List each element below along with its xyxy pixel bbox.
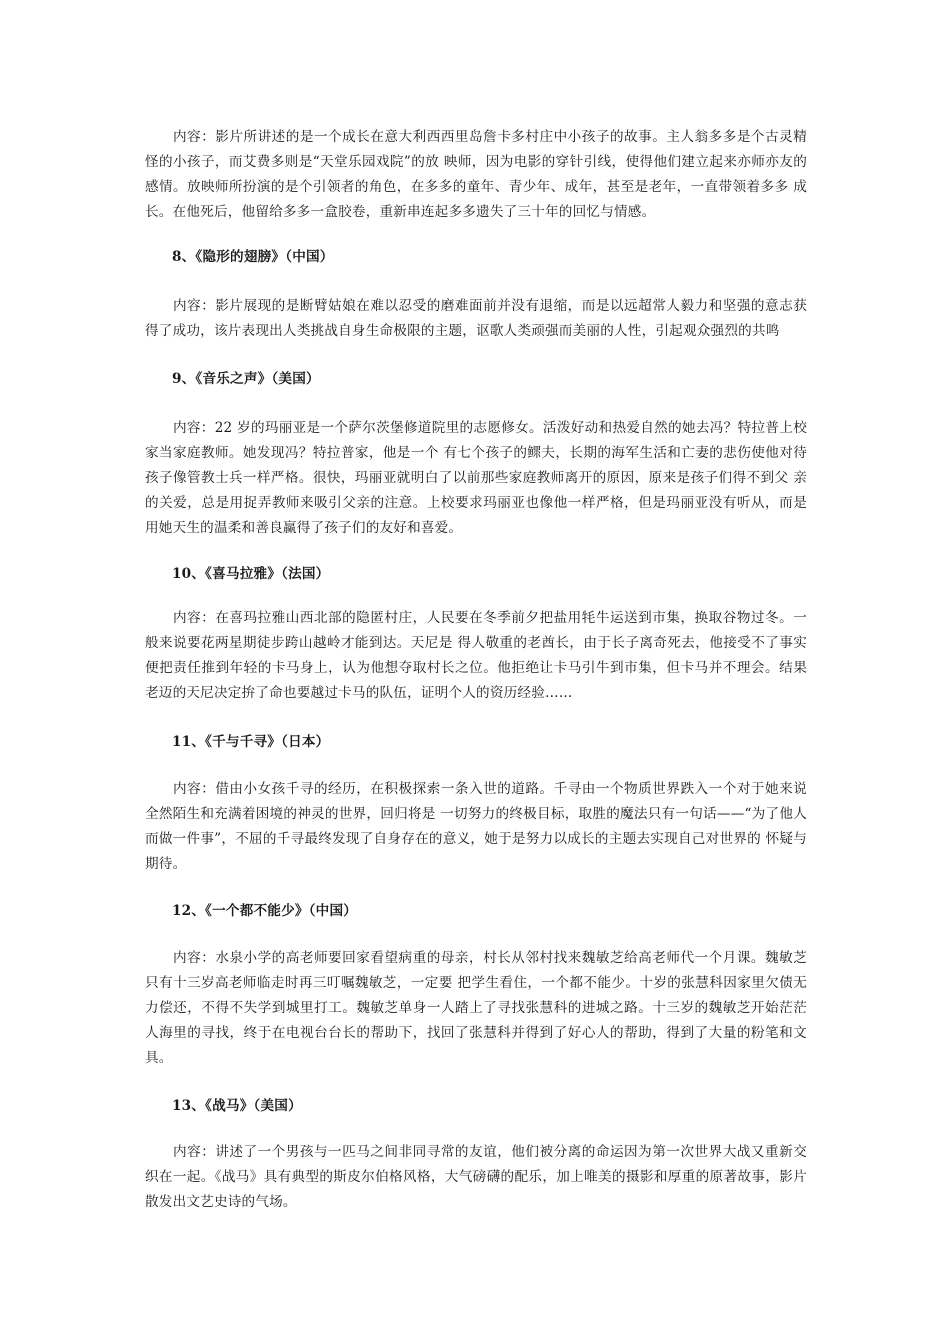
heading-spirited-away: 11、《千与千寻》（日本） bbox=[172, 734, 330, 750]
heading-sound-of-music: 9、《音乐之声》（美国） bbox=[172, 371, 320, 387]
heading-war-horse: 13、《战马》（美国） bbox=[172, 1098, 302, 1114]
paragraph-invisible-wings: 内容：影片展现的是断臂姑娘在难以忍受的磨难面前并没有退缩，而是以远超常人毅力和坚强的意志获得了成功，该片表现出人类挑战自身生命极限的主题，讴歌人类顽强而美丽的人性，引起观众强烈的共鸣 bbox=[145, 298, 807, 339]
paragraph-war-horse: 内容：讲述了一个男孩与一匹马之间非同寻常的友谊，他们被分离的命运因为第一次世界大战又重新交织在一起。《战马》具有典型的斯皮尔伯格风格，大气磅礴的配乐，加上唯美的摄影和厚重的原著故事，影片散发出文艺史诗的气场。 bbox=[145, 1144, 807, 1210]
paragraph-sound-of-music: 内容：22 岁的玛丽亚是一个萨尔茨堡修道院里的志愿修女。活泼好动和热爱自然的她去冯？特拉普上校家当家庭教师。她发现冯？特拉普家，他是一个 有七个孩子的鳏夫，长期的海军生活和亡妻的悲伤使他对待孩子像管教士兵一样严格。很快，玛丽亚就明白了以前那些家庭教师离开的原因，原来是孩子们得不到父 亲的关爱，总是用捉弄教师来吸引父亲的注意。上校要求玛丽亚也像他一样严格，但是玛丽亚没有听从，而是用她天生的温柔和善良赢得了孩子们的友好和喜爱。 bbox=[145, 420, 807, 536]
paragraph-spirited-away: 内容：借由小女孩千寻的经历，在积极探索一条入世的道路。千寻由一个物质世界跌入一个对于她来说全然陌生和充满着困境的神灵的世界，回归将是 一切努力的终极目标，取胜的魔法只有一句话——“为了他人而做一件事”，不屈的千寻最终发现了自身存在的意义，她于是努力以成长的主题去实现自己对世界的 怀疑与期待。 bbox=[145, 781, 807, 872]
heading-not-one-less: 12、《一个都不能少》（中国） bbox=[172, 903, 358, 919]
paragraph-not-one-less: 内容：水泉小学的高老师要回家看望病重的母亲，村长从邻村找来魏敏芝给高老师代一个月课。魏敏芝只有十三岁高老师临走时再三叮嘱魏敏芝，一定要 把学生看住，一个都不能少。十岁的张慧科因家里欠债无力偿还，不得不失学到城里打工。魏敏芝单身一人踏上了寻找张慧科的进城之路。十三岁的魏敏芝开始茫茫 人海里的寻找，终于在电视台台长的帮助下，找回了张慧科并得到了好心人的帮助，得到了大量的粉笔和文具。 bbox=[145, 950, 807, 1066]
paragraph-cinema-paradiso: 内容：影片所讲述的是一个成长在意大利西西里岛詹卡多村庄中小孩子的故事。主人翁多多是个古灵精怪的小孩子，而艾费多则是“天堂乐园戏院”的放 映师，因为电影的穿针引线，使得他们建立起来亦师亦友的感情。放映师所扮演的是个引领者的角色，在多多的童年、青少年、成年，甚至是老年，一直带领着多多 成长。在他死后，他留给多多一盒胶卷，重新串连起多多遗失了三十年的回忆与情感。 bbox=[145, 129, 807, 220]
paragraph-himalaya: 内容：在喜玛拉雅山西北部的隐匿村庄，人民要在冬季前夕把盐用牦牛运送到市集，换取谷物过冬。一般来说要花两星期徒步跨山越岭才能到达。天尼是 得人敬重的老酋长，由于长子离奇死去，他接受不了事实便把责任推到年轻的卡马身上，认为他想夺取村长之位。他拒绝让卡马引牛到市集，但卡马并不理会。结果 老迈的天尼决定拚了命也要越过卡马的队伍，证明个人的资历经验…… bbox=[145, 610, 807, 701]
heading-invisible-wings: 8、《隐形的翅膀》（中国） bbox=[172, 249, 334, 265]
heading-himalaya: 10、《喜马拉雅》（法国） bbox=[172, 566, 330, 582]
